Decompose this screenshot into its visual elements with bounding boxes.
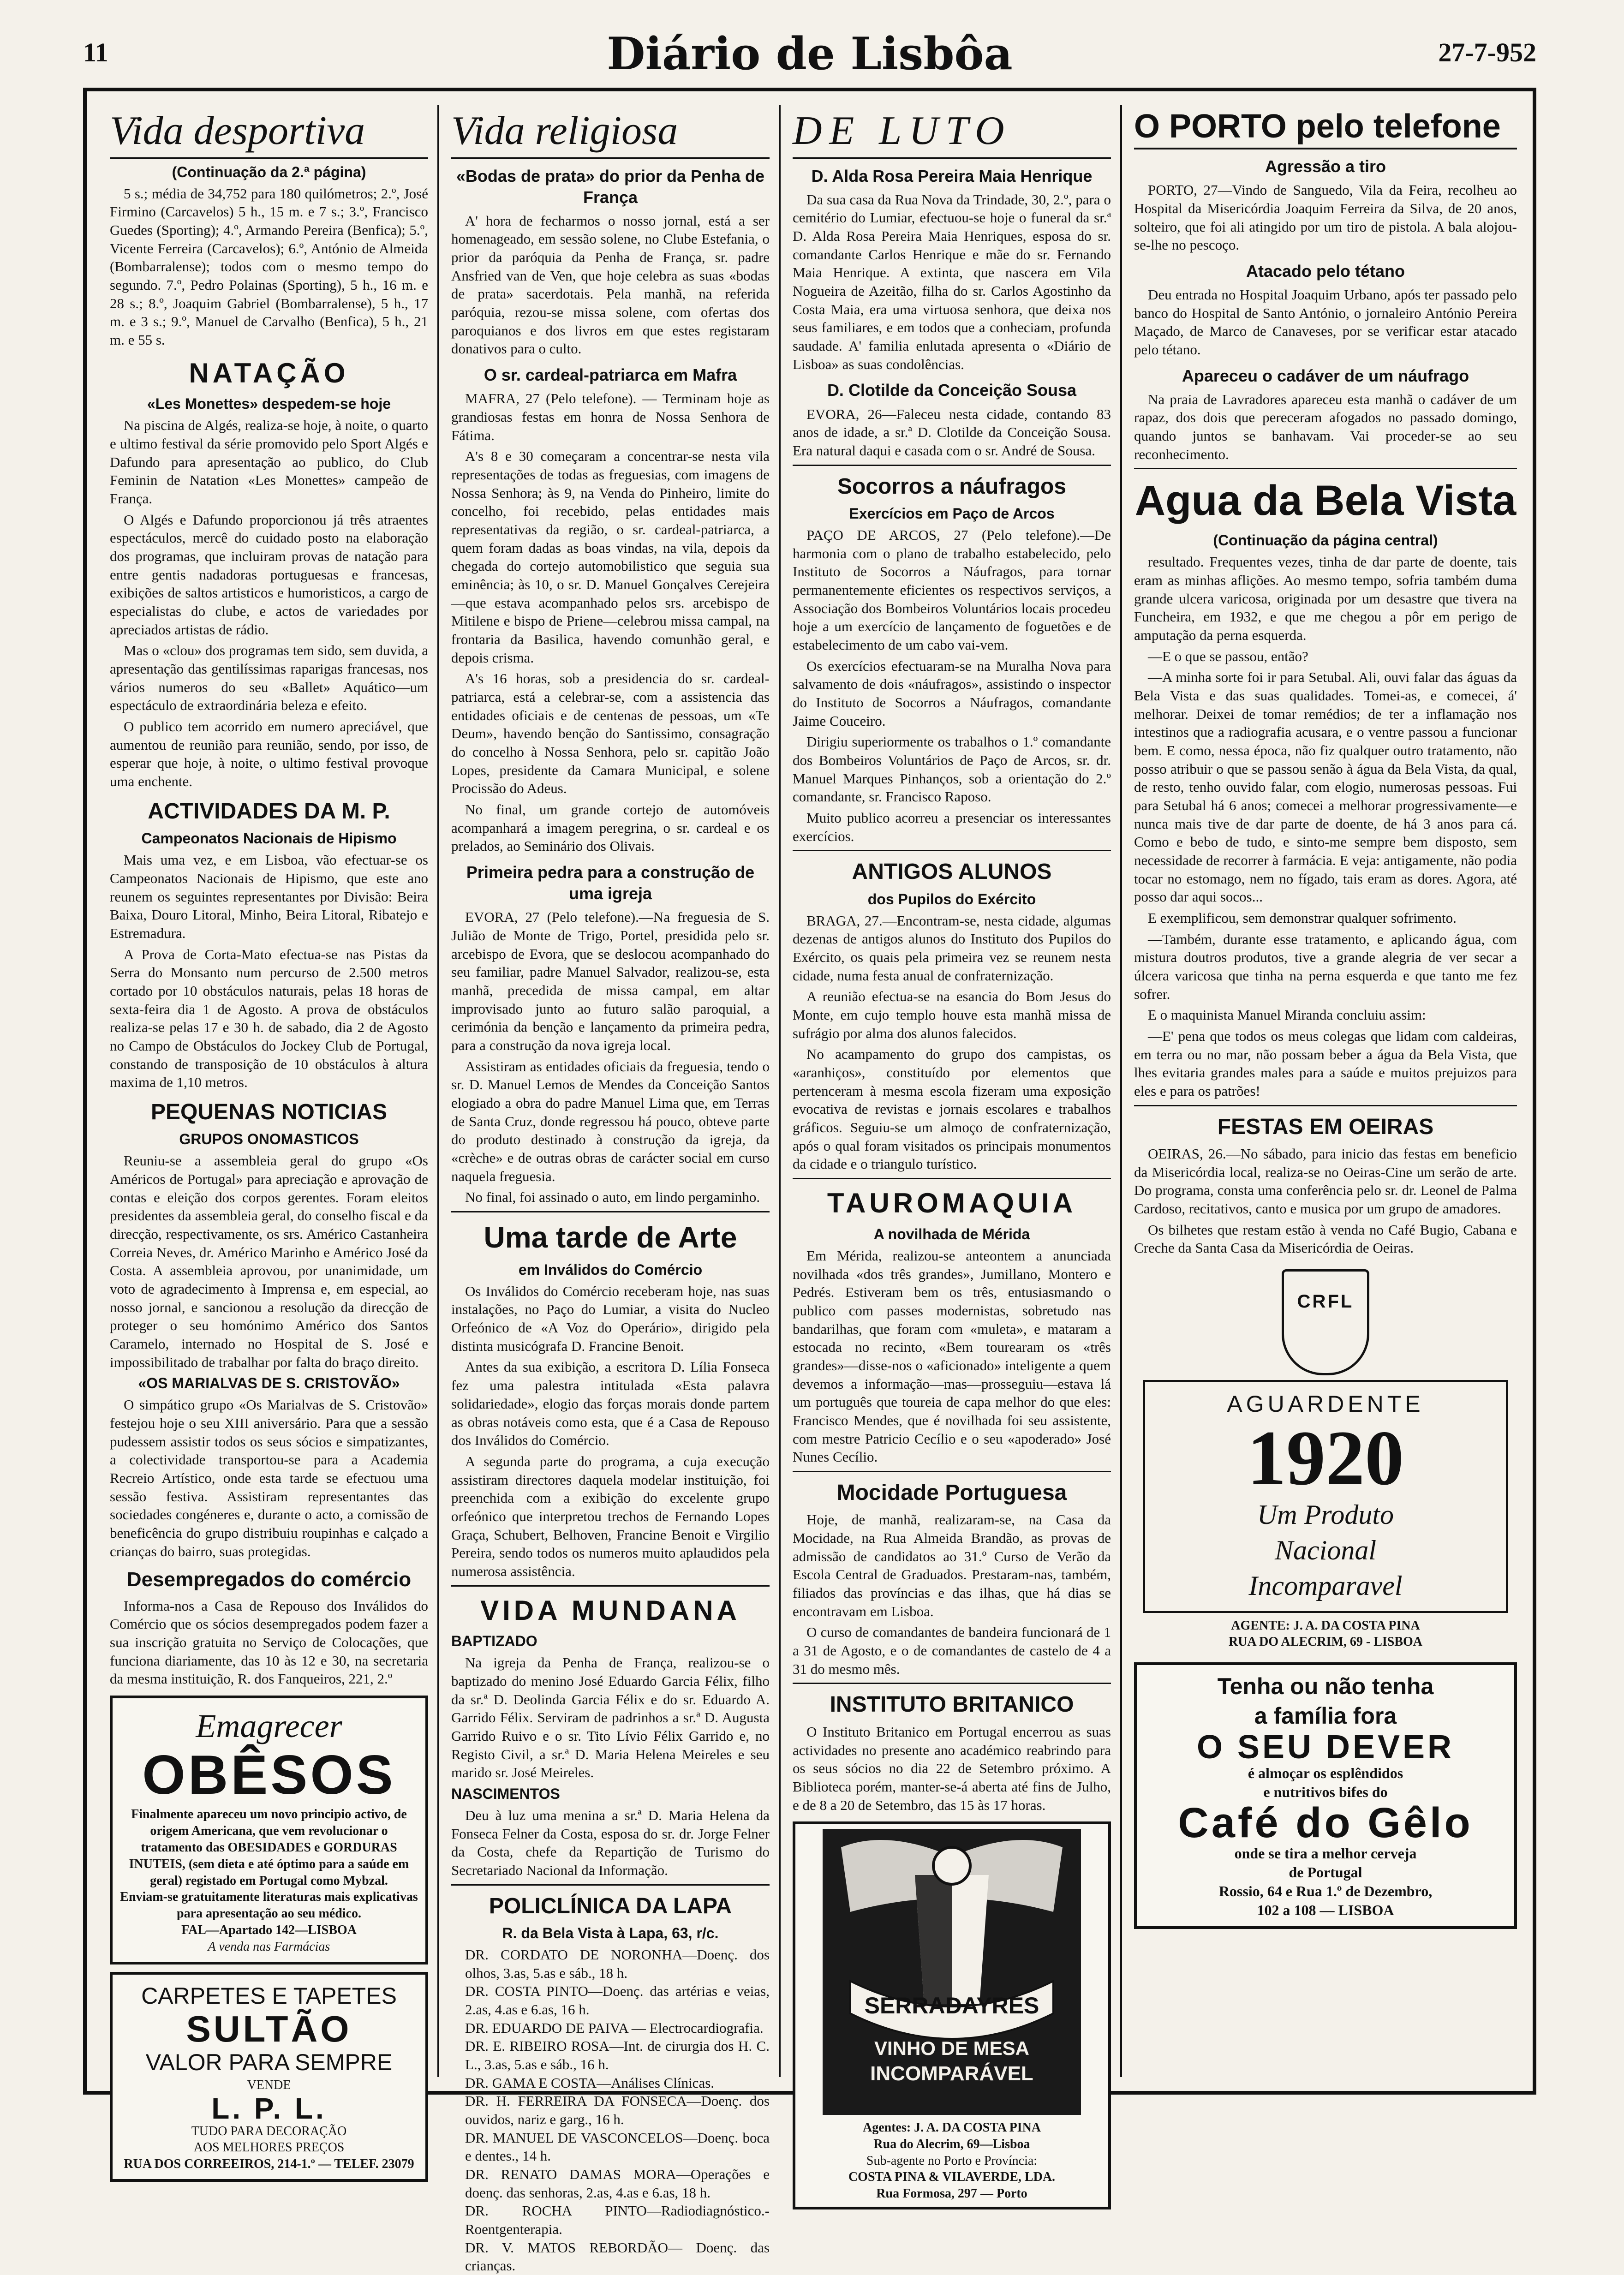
paragraph: A segunda parte do programa, a cuja execução assistiram directores daquela modelar instituição, foi preenchida com a exibição do excelente grupo orfeónico que interpretou trechos de Fernando Lopes Graça, Schubert, Belhoven, Francine Benoit e Virgilio Pereira, sendo todos os numeros muito aplaudidos pela numerosa assistência. (451, 1453, 770, 1579)
advert-line: Tenha ou não tenha (1217, 1673, 1434, 1700)
paragraph: Informa-nos a Casa de Repouso dos Inválidos do Comércio que os sócios desempregados podem fazer a sua inscrição gratuita no Serviço de Colocações, que funciona diariamente, das 10 às 12 e 30, na secretaria da mesma instituição, R. dos Fanqueiros, 221, 2.º (110, 1597, 428, 1687)
headline: Agua da Bela Vista (1134, 477, 1517, 525)
column-divider (437, 105, 439, 2077)
subheadline: dos Pupilos do Exército (867, 890, 1036, 908)
headline: Agressão a tiro (1265, 157, 1386, 176)
paragraph: Na praia de Lavradores apareceu esta manhã o cadáver de um rapaz, dos dois que pereceram afogados no passado domingo, quando juntos se banhavam. Vai proceder-se ao seu reconhecimento. (1134, 391, 1517, 462)
paragraph: A's 8 e 30 começaram a concentrar-se nesta vila representações de todas as freguesias, com imagens de Nossa Senhora; às 9, na Venda do Pinheiro, limite do concelho, foi recebido, pelas entidades mais representativas da região, o sr. cardeal-patriarca, a quem foram dadas as boas vindas, na vila, depois da chegada do cortejo automobilistico que seguia sua eminência; às 10, o sr. D. Manuel Gonçalves Cerejeira—que estava acompanhado pelos srs. arcebispo de Mitilene e bispo de Priene—celebrou missa campal, na frontaria da Basilica, havendo comunhão geral, e depois crisma. (451, 448, 770, 666)
advert-line: VALOR PARA SEMPRE (145, 2049, 393, 2075)
list-item: DR. E. RIBEIRO ROSA—Int. de cirurgia dos H. C. L., 3.as, 5.as e sáb., 16 h. (465, 2038, 770, 2073)
advert-script: Incomparavel (1248, 1570, 1403, 1601)
divider (451, 1585, 770, 1587)
masthead (83, 28, 1536, 78)
divider (451, 1211, 770, 1212)
paragraph: O simpático grupo «Os Marialvas de S. Cristovão» festejou hoje o seu XIII aniversário. Para que a sessão pudessem assistir todos os seus sócios e simpatizantes, a colectividade transportou-se para a Academia Recreio Artístico, onde esta tarde se efectuou uma sessão festiva. Assistiram representantes das sociedades congéneres e, durante o acto, a comissão de beneficência do grupo distribuiu roupinhas e calçado a crianças do bairro, suas protegidas. (110, 1397, 428, 1559)
paragraph: Os exercícios efectuaram-se na Muralha Nova para salvamento de dois «náufragos», assistindo o inspector do Instituto de Socorros a Náufragos, comandante Jaime Couceiro. (793, 657, 1111, 729)
advert-cafe-do-gelo (1134, 1662, 1517, 1929)
advert-aguardente-1920 (1134, 1265, 1517, 1655)
paragraph: Os Inválidos do Comércio receberam hoje, nas suas instalações, no Paço do Lumiar, a visita do Nucleo Orfeónico de «A Voz do Operário», dirigido pela distinta musicógrafa D. Francine Benoit. (451, 1283, 770, 1354)
crest-icon (1282, 1269, 1369, 1375)
paragraph: Mais uma vez, e em Lisboa, vão efectuar-se os Campeonatos Nacionais de Hipismo, que este ano reunem os seguintes representantes por Divisão: Beira Baixa, Douro Litoral, Minho, Beira Litoral, Ribatejo e Estremadura. (110, 852, 428, 941)
paragraph: A' hora de fecharmos o nosso jornal, está a ser homenageado, em sessão solene, no Clube Estefania, o prior da paróquia da Penha de França, sr. padre Ansfried van de Ven, que hoje celebra as suas «bodas de prata» sacerdotais. Pela manhã, na referida paróquia, rezou-se missa solene, com ofertas dos paroquianos e dos livros em que estes registaram donativos para o culto. (451, 212, 770, 357)
paragraph: E exemplificou, sem demonstrar qualquer sofrimento. (1148, 909, 1457, 926)
column-porto-telefone (1134, 105, 1517, 2077)
advert-serradayres (793, 1821, 1111, 2209)
advert-brand: SERRADAYRES (864, 1993, 1039, 2019)
advert-sultao (110, 1972, 428, 2182)
advert-agent: AGENTE: J. A. DA COSTA PINA (1231, 1618, 1420, 1633)
advert-line: de Portugal (1289, 1864, 1362, 1881)
advert-script: Nacional (1275, 1535, 1376, 1565)
paragraph: O Instituto Britanico em Portugal encerrou as suas actividades no presente ano académico reabrindo para os seus sócios no dia 22 de Setembro próximo. A Biblioteca porém, manter-se-á aberta até fins de Julho, e de 8 a 20 de Setembro, das 15 às 17 horas. (793, 1723, 1111, 1813)
advert-headline: Café do Gêlo (1178, 1799, 1473, 1847)
list-item: DR. ROCHA PINTO—Radiodiagnóstico.- Roentgenterapia. (465, 2203, 770, 2238)
headline: PEQUENAS NOTICIAS (150, 1099, 388, 1124)
advert-line: a família fora (1254, 1703, 1397, 1729)
list-item: DR. MANUEL DE VASCONCELOS—Doenç. boca e dentes., 14 h. (465, 2129, 770, 2164)
advert-line: Sub-agente no Porto e Província: (866, 2153, 1038, 2168)
advert-headline: O SEU DEVER (1196, 1729, 1455, 1766)
headline: ANTIGOS ALUNOS (852, 860, 1052, 884)
headline: Primeira pedra para a construção de uma igreja (466, 863, 755, 903)
headline: NATAÇÃO (189, 357, 349, 388)
advert-line: COSTA PINA & VILAVERDE, LDA. (848, 2170, 1056, 2185)
advert-line: Rua Formosa, 297 — Porto (876, 2186, 1027, 2201)
headline: VIDA MUNDANA (480, 1594, 740, 1626)
paragraph: Deu à luz uma menina a sr.ª D. Maria Helena da Fonseca Felner da Costa, esposa do sr. dr. Jorge Felner da Costa, chefe da Repartição de Turismo do Secretariado Nacional da Informação. (451, 1807, 770, 1878)
headline: Mocidade Portuguesa (836, 1480, 1067, 1505)
subheadline: A novilhada de Mérida (873, 1225, 1030, 1242)
headline: TAUROMAQUIA (827, 1188, 1077, 1219)
paragraph: A reunião efectua-se na esancia do Bom Jesus do Monte, em cujo templo houve esta manhã missa de sufrágio por alma dos alunos falecidos. (793, 988, 1111, 1041)
paragraph: No acampamento do grupo dos campistas, os «aranhiços», constituído por elementos que pertenceram à mesma escola fizeram uma exposição evocativa de revistas e jornais escolares e trabalhos gráficos. Seguiu-se um almoço de confraternização, após o qual foram visitados os principais monumentos da cidade e o triangulo turístico. (793, 1046, 1111, 1172)
divider (793, 1178, 1111, 1179)
paragraph: 5 s.; média de 34,752 para 180 quilómetros; 2.º, José Firmino (Carcavelos) 5 h., 15 m. e 7 s.; 3.º, Francisco Guedes (Sporting); 4.º, Armando Pereira (Benfica); 5.º, Vicente Ferreira (Carcavelos); 6.º, António de Almeida (Bombarralense); todos com o mesmo tempo do segundo. 7.º, Pedro Polainas (Sporting), 5 h., 16 m. e 28 s.; 8.º, Joaquim Gabriel (Bombarralense), 5 h., 17 m. e 3 s.; 9.º, Manuel de Carvalho (Benfica), 5 h., 21 m. e 55 s. (110, 185, 428, 348)
headline: POLICLÍNICA DA LAPA (489, 1893, 732, 1918)
serradayres-illustration (823, 1829, 1081, 2115)
headline: D. Alda Rosa Pereira Maia Henrique (811, 166, 1093, 185)
column-vida-desportiva (110, 105, 428, 2172)
subheadline: Campeonatos Nacionais de Hipismo (141, 830, 397, 847)
paragraph: —E' pena que todos os meus colegas que lidam com caldeiras, em terra ou no mar, não possam beber a água da Bela Vista, que lhes evitaria grandes males para a saúde e muitos prejuizos para eles e para os patrões! (1134, 1027, 1517, 1099)
headline: Socorros a náufragos (837, 474, 1067, 499)
headline: Apareceu o cadáver de um náufrago (1182, 366, 1469, 385)
divider (1134, 1105, 1517, 1106)
list-item: DR. GAMA E COSTA—Análises Clínicas. (465, 2074, 715, 2091)
advert-headline: SULTÃO (186, 2008, 352, 2049)
advert-line: VENDE (247, 2078, 291, 2092)
advert-slogan: VINHO DE MESA (874, 2037, 1030, 2060)
paragraph: Os bilhetes que restam estão à venda no Café Bugio, Cabana e Creche da Santa Casa da Misericórdia de Oeiras. (1134, 1221, 1517, 1256)
headline: Uma tarde de Arte (484, 1220, 737, 1254)
paragraph: EVORA, 27 (Pelo telefone).—Na freguesia de S. Julião de Monte de Trigo, Portel, presidida pelo sr. arcebispo de Evora, que se deslocou acompanhado do seu familiar, padre Manuel Salvador, realizou-se, esta manhã, precedida de missa campal, em altar improvisado junto ao futuro salão paroquial, a cerimónia da benção e lançamento da primeira pedra, para a construção da nova igreja local. (451, 909, 770, 1053)
continuation-note: (Continuação da 2.ª página) (172, 163, 366, 180)
list-item: DR. RENATO DAMAS MORA—Operações e doenç. das senhoras, 2.as, 4.as e 6.as, 18 h. (465, 2166, 770, 2201)
headline: O sr. cardeal-patriarca em Mafra (484, 365, 737, 385)
paragraph: Hoje, de manhã, realizaram-se, na Casa da Mocidade, na Rua Almeida Brandão, as provas de admissão de candidatos ao 31.º Curso de Verão da Escola Central de Graduados. Prestaram-nas, também, filiados das províncias e das ilhas, que há dias se encontravam em Lisboa. (793, 1511, 1111, 1619)
paragraph: BRAGA, 27.—Encontram-se, nesta cidade, algumas dezenas de antigos alunos do Instituto dos Pupilos do Exército, os quais pela primeira vez se reunem nesta cidade, numa festa anual de confraternização. (793, 912, 1111, 984)
advert-line: Agentes: J. A. DA COSTA PINA (862, 2120, 1041, 2135)
subheadline: GRUPOS ONOMASTICOS (179, 1131, 359, 1148)
newspaper-title: Diário de Lisbôa (607, 28, 1013, 80)
advert-headline: OBÊSOS (142, 1744, 396, 1806)
issue-date: 27-7-952 (1438, 37, 1536, 67)
bottle-label (1143, 1380, 1508, 1612)
paragraph: Em Mérida, realizou-se anteontem a anunciada novilhada «dos três grandes», Jumillano, Montero e Pedrés. Estiveram bem os três, entusiasmando o publico com passes modernistas, sobretudo nas bandarilhas, que foram com «muleta», e mataram a estocada no recinto, «Bem tourearam os «três grandes»—disse-nos o «aficionado» inteligente a quem devemos a informação—mas—prosseguiu—estava lá um português que toureia de capa melhor do que eles: Francisco Mendes, que é novilhada foi seu assistente, com mestre Patricio Cecílio e o seu «apoderado» José Nunes Cecílio. (793, 1247, 1111, 1465)
paragraph: Reuniu-se a assembleia geral do grupo «Os Américos de Portugal» para apreciação e aprovação de contas e eleição dos corpos gerentes. Foram eleitos presidentes da assembleia geral, do conselho fiscal e da direcção, respectivamente, os srs. Américo Castanheira Correia Neves, dr. Américo Marinho e Américo José da Costa. A assembleia aprovou, por unanimidade, um voto de agradecimento à Imprensa e, em especial, ao nosso jornal, e sancionou a resolução da direcção de proteger o seu homónimo Américo dos Santos Caramelo, internado no Hospital de S. José e impossibilitado de trabalhar por falta do braço direito. (110, 1152, 428, 1370)
page-frame (83, 88, 1536, 2274)
crest-letters: CRFL (1297, 1291, 1354, 1312)
paragraph: resultado. Frequentes vezes, tinha de dar parte de doente, tais eram as minhas aflições. Ao mesmo tempo, sofria também duma grande ulcera varicosa, originada por um desastre que tivera na Funcheira, em 1932, e que me chegou a pôr em perigo de amputação da perna esquerda. (1134, 554, 1517, 643)
divider (793, 850, 1111, 851)
paragraph: No final, um grande cortejo de automóveis acompanhará a imagem peregrina, o sr. cardeal e os prelados, ao Seminário dos Olivais. (451, 801, 770, 854)
paragraph: No final, foi assinado o auto, em lindo pergaminho. (465, 1189, 760, 1206)
paragraph: Muito publico acorreu a presenciar os interessantes exercícios. (793, 809, 1111, 844)
subheadline: (Continuação da página central) (1213, 532, 1438, 549)
advert-script: Um Produto (1257, 1499, 1394, 1530)
paragraph: A's 16 horas, sob a presidencia do sr. cardeal-patriarca, está a celebrar-se, com a assistencia das entidades oficiais e de centenas de pessoas, um «Te Deum», havendo benção do Santissimo, consagração do concelho à Nossa Senhora, pelo sr. capitão João Lopes, presidente da Camara Municipal, e solene Procissão do Adeus. (451, 670, 770, 797)
paragraph: MAFRA, 27 (Pelo telefone). — Terminam hoje as grandiosas festas em honra de Nossa Senhora de Fátima. (451, 390, 770, 443)
section-title: DE LUTO (793, 105, 1111, 159)
list-item: DR. V. MATOS REBORDÃO— Doenç. das crianças. (465, 2239, 770, 2274)
advert-line: é almoçar os esplêndidos (1248, 1765, 1403, 1782)
advert-year: 1920 (1247, 1415, 1404, 1502)
subheadline: em Inválidos do Comércio (518, 1261, 703, 1278)
divider (793, 1683, 1111, 1684)
list-item: DR. CORDATO DE NORONHA—Doenç. dos olhos, 3.as, 5.as e sáb., 18 h. (465, 1947, 770, 1981)
paragraph: O curso de comandantes de bandeira funcionará de 1 a 31 de Agosto, e o de comandantes de castelo de 4 a 31 do mesmo mês. (793, 1624, 1111, 1677)
advert-sale: A venda nas Farmácias (208, 1939, 330, 1954)
list-item: DR. EDUARDO DE PAIVA — Electrocardiografia. (465, 2019, 764, 2036)
paragraph: A Prova de Corta-Mato efectua-se nas Pistas da Serra do Monsanto num percurso de 2.500 metros cortado por 10 obstáculos naturais, pelas 18 horas de sexta-feira dia 1 de Agosto. A prova de obstáculos realiza-se pelas 17 e 30 h. de sabado, dia 2 de Agosto no Campo de Obstáculos do Jockey Club de Portugal, constando de transposição de 10 obstáculos à altura maxima de 1,10 metros. (110, 946, 428, 1091)
paragraph: O Algés e Dafundo proporcionou já três atraentes espectáculos, mercê do cuidado posto na elaboração dos programas, que incluiram provas de natação para entre gentis nadadoras portuguesas e francesas, exibições de saltos artisticos e humoristicos, a cargo de especialistas do clube, e actos de variedades por apreciados artistas de rádio. (110, 511, 428, 638)
subheadline: NASCIMENTOS (451, 1785, 560, 1802)
paragraph: EVORA, 26—Faleceu nesta cidade, contando 83 anos de idade, a sr.ª D. Clotilde da Conceição Sousa. Era natural daqui e casada com o sr. André de Sousa. (793, 406, 1111, 459)
subheadline: R. da Bela Vista à Lapa, 63, r/c. (502, 1925, 719, 1942)
subheadline: BAPTIZADO (451, 1633, 537, 1650)
column-de-luto (793, 105, 1111, 2201)
section-title: O PORTO pelo telefone (1134, 105, 1517, 149)
paragraph: PORTO, 27—Vindo de Sanguedo, Vila da Feira, recolheu ao Hospital da Misericórdia Joaquim Ferreira da Silva, de 20 anos, solteiro, que foi ali atingido por um tiro de pistola. A bala alojou-se-lhe no pescoço. (1134, 182, 1517, 253)
paragraph: Mas o «clou» dos programas tem sido, sem duvida, a apresentação das gentilíssimas raparigas francesas, nos vários numeros do seu «Ballet» Aquático—um espectáculo de extraordinária beleza e efeito. (110, 642, 428, 714)
advert-line: TUDO PARA DECORAÇÃO (191, 2124, 347, 2138)
advert-address: FAL—Apartado 142—LISBOA (181, 1923, 357, 1938)
column-vida-religiosa (451, 105, 770, 2274)
headline: FESTAS EM OEIRAS (1217, 1114, 1434, 1139)
advert-slogan: INCOMPARÁVEL (870, 2062, 1033, 2085)
paragraph: —E o que se passou, então? (1148, 648, 1308, 664)
section-title: Vida religiosa (451, 105, 770, 159)
advert-brand: AGUARDENTE (1227, 1391, 1424, 1417)
paragraph: —A minha sorte foi ir para Setubal. Ali, ouvi falar das águas da Bela Vista e das suas qualidades. Tomei-as, e comecei, á' melhorar. Deixei de tomar remédios; de ter a inflamação nos intestinos que a radiografia acusara, e o ventre passou a funcionar bem. E como, nessa época, não fiz qualquer outro tratamento, não posso atribuir o que se passou senão à água da Bela Vista, da qual, de resto, tenho ouvido falar, com elogio, numerosas pessoas. Fui para Setubal há 6 anos; comecei a melhorar progressivamente—e nunca mais tive de dar parte de doente, de há 3 anos para cá. Como e bebo de tudo, e sinto-me sempre bem disposto, sem necessidade de recorrer à farmácia. E veja: antigamente, não podia tocar no estomago, nem no fígado, tais eram as dores. Agora, até posso dar aqui socos... (1134, 669, 1517, 905)
advert-script-title: Emagrecer (196, 1708, 342, 1745)
divider (1134, 468, 1517, 469)
subheadline: «OS MARIALVAS DE S. CRISTOVÃO» (138, 1375, 400, 1392)
advert-address: RUA DO ALECRIM, 69 - LISBOA (1228, 1635, 1423, 1649)
paragraph: O publico tem acorrido em numero apreciável, que aumentou de reunião para reunião, sendo, por isso, de esperar que hoje, à noite, o ultimo festival provoque uma enchente. (110, 718, 428, 790)
subheadline: «Les Monettes» despedem-se hoje (147, 395, 391, 412)
subheadline: Exercícios em Paço de Arcos (849, 505, 1055, 522)
paragraph: OEIRAS, 26.—No sábado, para inicio das festas em beneficio da Misericórdia local, realiza-se no Oeiras-Cine um serão de arte. Do programa, consta uma conferência pelo sr. dr. Leonel de Palma Cardoso, recitativos, canto e musica por um grupo de amadores. (1134, 1146, 1517, 1217)
advert-address: RUA DOS CORREEIROS, 214-1.º — TELEF. 23079 (124, 2157, 414, 2172)
paragraph: Deu entrada no Hospital Joaquim Urbano, após ter passado pelo banco do Hospital de Santo António, o jornaleiro António Pereira Maçado, de Marco de Canaveses, por se verificar estar atacado pelo tétano. (1134, 287, 1517, 358)
headline: ACTIVIDADES DA M. P. (148, 799, 390, 824)
paragraph: E o maquinista Manuel Miranda concluiu assim: (1148, 1007, 1426, 1023)
advert-body: Finalmente apareceu um novo principio activo, de origem Americana, que vem revolucionar o tratamento das OBESIDADES e GORDURAS INUTEIS, (sem dieta e até óptimo para a saúde em geral) registado em Portugal como Mybzal. (129, 1807, 409, 1888)
headline: «Bodas de prata» do prior da Penha de França (456, 166, 765, 207)
list-item: DR. COSTA PINTO—Doenç. das artérias e veias, 2.as, 4.as e 6.as, 16 h. (465, 1983, 770, 2018)
paragraph: Dirigiu superiormente os trabalhos o 1.º comandante dos Bombeiros Voluntários de Paço de Arcos, sr. dr. Manuel Marques Pinhanços, sob a orientação do 2.º comandante, sr. Francisco Raposo. (793, 734, 1111, 805)
advert-obesos (110, 1696, 428, 1965)
advert-line: CARPETES E TAPETES (141, 1982, 397, 2009)
divider (451, 1884, 770, 1886)
paragraph: —Também, durante esse tratamento, e aplicando água, com mistura doutros produtos, tive a grande alegria de ver secar a úlcera varicosa que tinha na perna esquerda e que tanto me fez sofrer. (1134, 931, 1517, 1002)
headline: INSTITUTO BRITANICO (830, 1692, 1074, 1717)
list-item: DR. H. FERREIRA DA FONSECA—Doenç. dos ouvidos, nariz e garg., 16 h. (465, 2093, 770, 2128)
headline: Desempregados do comércio (126, 1568, 412, 1591)
paragraph: PAÇO DE ARCOS, 27 (Pelo telefone).—De harmonia com o plano de trabalho estabelecido, pelo Instituto de Socorros a Náufragos, para tornar permanentemente eficientes os respectivos serviços, a Associação dos Bombeiros Voluntários locais procedeu hoje a um exercício de lançamento de foguetões e de estabelecimento de um cabo vai-vem. (793, 526, 1111, 653)
paragraph: Na igreja da Penha de França, realizou-se o baptizado do menino José Eduardo Garcia Félix, filho da sr.ª D. Deolinda Garcia Félix e do sr. Eduardo A. Garrido Félix. Serviram de padrinhos a sr.ª D. Augusta Garrido Ruivo e o sr. Tito Lívio Félix Garrido e, no Registo Civil, a sr.ª D. Maria Helena Meireles e seu marido sr. José Meireles. (451, 1654, 770, 1781)
advert-line: onde se tira a melhor cerveja (1234, 1845, 1417, 1862)
column-divider (779, 105, 781, 2077)
divider (793, 1471, 1111, 1472)
advert-body: Enviam-se gratuitamente literaturas mais explicativas para apresentação ao seu médico. (120, 1890, 418, 1921)
advert-line: AOS MELHORES PREÇOS (193, 2140, 345, 2155)
advert-line: Rua do Alecrim, 69—Lisboa (873, 2137, 1030, 2151)
column-divider (1120, 105, 1122, 2077)
advert-line: e nutritivos bifes do (1263, 1784, 1388, 1801)
advert-address: 102 a 108 — LISBOA (1257, 1901, 1394, 1918)
paragraph: Na piscina de Algés, realiza-se hoje, à noite, o quarto e ultimo festival da série promovido pelo Sport Algés e Dafundo para apresentação ao publico, do Club Feminin de Natation «Les Monettes» campeão de França. (110, 417, 428, 507)
paragraph: Assistiram as entidades oficiais da freguesia, tendo o sr. D. Manuel Lemos de Mendes da Conceição Santos elogiado a obra do padre Manuel Lima que, em Terras de Santa Cruz, donde regressou há pouco, obteve parte do produto destinado à construção da igreja, da «crèche» e de outras obras de carácter social em curso naquela freguesia. (451, 1058, 770, 1184)
advert-line: L. P. L. (211, 2091, 327, 2125)
divider (793, 465, 1111, 466)
page-number: 11 (83, 37, 108, 67)
section-title: Vida desportiva (110, 105, 428, 159)
advert-address: Rossio, 64 e Rua 1.º de Dezembro, (1218, 1882, 1433, 1899)
paragraph: Da sua casa da Rua Nova da Trindade, 30, 2.º, para o cemitério do Lumiar, efectuou-se hoje o funeral da sr.ª D. Alda Rosa Pereira Maia Henriques, esposa do sr. comandante Carlos Henrique e mãe do sr. Fernando Maia Henrique. A extinta, que nascera em Vila Nogueira de Azeitão, filha do sr. Carlos Agostinho da Costa Maia, era uma virtuosa senhora, que deixa nos seus familiares, e em todos que a conheciam, profunda saudade. A' familia enlutada apresenta o «Diário de Lisboa» as suas condolências. (793, 191, 1111, 372)
headline: Atacado pelo tétano (1246, 261, 1405, 281)
headline: D. Clotilde da Conceição Sousa (827, 381, 1077, 400)
paragraph: Antes da sua exibição, a escritora D. Lília Fonseca fez uma palestra intitulada «Esta palavra solidariedade», elogio das forças morais donde partem as obras notáveis como esta, que é a Casa de Repouso dos Inválidos do Comércio. (451, 1359, 770, 1449)
